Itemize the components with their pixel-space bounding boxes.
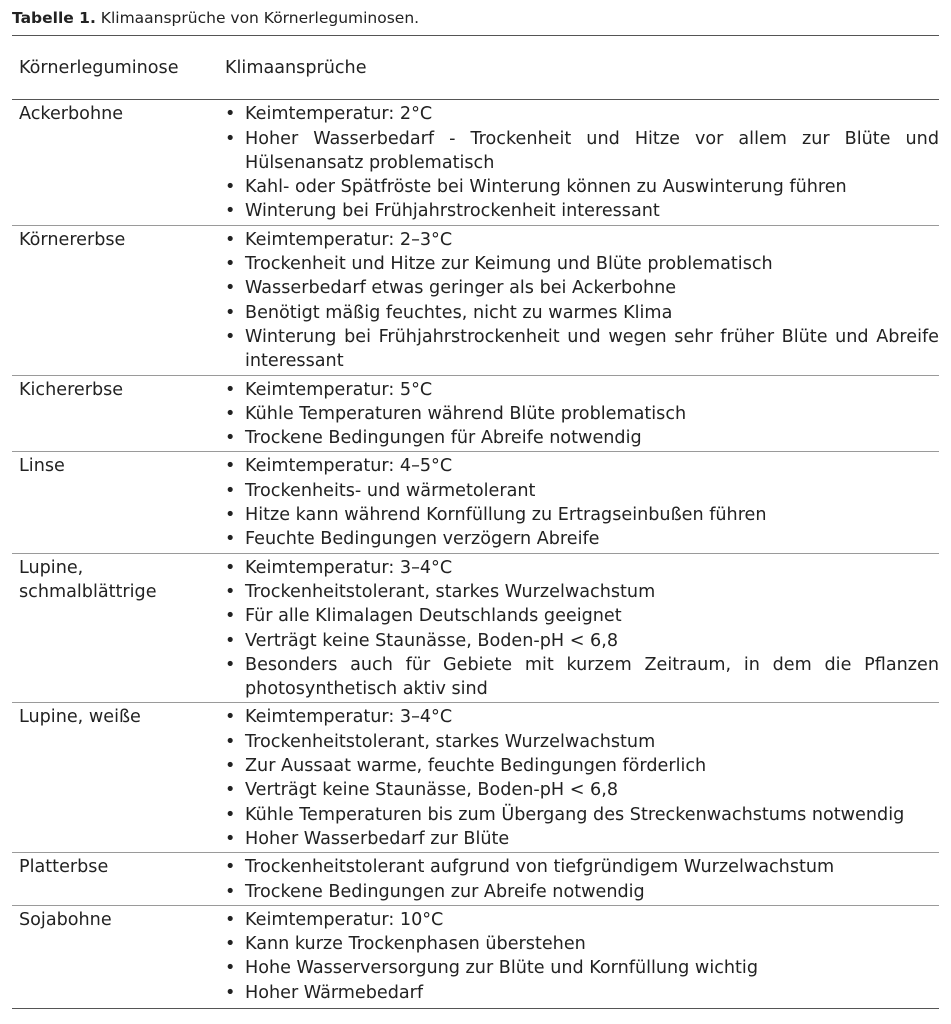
table-row — [12, 905, 939, 1008]
crop-name: Lupine, schmalblättrige — [12, 553, 218, 703]
table-row — [12, 703, 939, 853]
table-row — [12, 553, 939, 703]
requirement-item: • Keimtemperatur: 3–4°C — [225, 556, 939, 580]
requirement-item: • Trockenheitstolerant, starkes Wurzelwachstum — [225, 730, 939, 754]
requirement-item: • Besonders auch für Gebiete mit kurzem Zeitraum, in dem die Pflanzen photosynthetisch aktiv sind — [225, 653, 939, 702]
requirement-item: • Keimtemperatur: 2–3°C — [225, 228, 939, 252]
requirement-item: • Für alle Klimalagen Deutschlands geeignet — [225, 604, 939, 628]
caption-label: Tabelle 1. — [12, 9, 96, 27]
requirement-item: • Keimtemperatur: 5°C — [225, 378, 939, 402]
requirements-list — [225, 102, 939, 223]
requirements-cell — [218, 375, 939, 452]
requirements-list — [225, 556, 939, 702]
caption-text: Klimaansprüche von Körnerleguminosen. — [95, 9, 420, 27]
requirements-list — [225, 454, 939, 551]
requirement-item: • Hoher Wasserbedarf - Trockenheit und Hitze vor allem zur Blüte und Hülsenansatz problematisch — [225, 127, 939, 176]
requirement-item: • Feuchte Bedingungen verzögern Abreife — [225, 527, 939, 551]
requirement-item: • Hoher Wärmebedarf — [225, 981, 939, 1005]
table-body — [12, 100, 939, 1009]
requirements-cell — [218, 553, 939, 703]
requirement-item: • Hoher Wasserbedarf zur Blüte — [225, 827, 939, 851]
requirements-cell — [218, 100, 939, 225]
requirement-item: • Hohe Wasserversorgung zur Blüte und Kornfüllung wichtig — [225, 956, 939, 980]
table-header — [12, 36, 939, 100]
crop-name: Platterbse — [12, 853, 218, 906]
requirement-item: • Keimtemperatur: 3–4°C — [225, 705, 939, 729]
requirements-list — [225, 228, 939, 374]
requirement-item: • Trockenheits- und wärmetolerant — [225, 479, 939, 503]
table-row — [12, 375, 939, 452]
requirement-item: • Trockenheit und Hitze zur Keimung und Blüte problematisch — [225, 252, 939, 276]
crop-name: Ackerbohne — [12, 100, 218, 225]
crop-name: Linse — [12, 452, 218, 553]
crop-name: Sojabohne — [12, 905, 218, 1008]
requirement-item: • Trockene Bedingungen zur Abreife notwendig — [225, 880, 939, 904]
requirement-item: • Kahl- oder Spätfröste bei Winterung können zu Auswinterung führen — [225, 175, 939, 199]
requirement-item: • Keimtemperatur: 2°C — [225, 102, 939, 126]
requirement-item: • Trockenheitstolerant aufgrund von tiefgründigem Wurzelwachstum — [225, 855, 939, 879]
table-caption — [12, 8, 419, 28]
requirements-list — [225, 378, 939, 451]
header-requirements: Klimaansprüche — [218, 36, 939, 100]
requirement-item: • Benötigt mäßig feuchtes, nicht zu warmes Klima — [225, 301, 939, 325]
requirement-item: • Winterung bei Frühjahrstrockenheit und wegen sehr früher Blüte und Abreife interessant — [225, 325, 939, 374]
crop-name: Kichererbse — [12, 375, 218, 452]
header-crop: Körnerleguminose — [12, 36, 218, 100]
climate-requirements-table — [12, 35, 939, 1009]
requirements-cell — [218, 225, 939, 375]
requirements-cell — [218, 905, 939, 1008]
requirement-item: • Zur Aussaat warme, feuchte Bedingungen förderlich — [225, 754, 939, 778]
requirement-item: • Trockene Bedingungen für Abreife notwendig — [225, 426, 939, 450]
requirement-item: • Keimtemperatur: 4–5°C — [225, 454, 939, 478]
table-row — [12, 853, 939, 906]
requirements-list — [225, 908, 939, 1005]
requirement-item: • Kann kurze Trockenphasen überstehen — [225, 932, 939, 956]
requirement-item: • Trockenheitstolerant, starkes Wurzelwachstum — [225, 580, 939, 604]
requirements-cell — [218, 703, 939, 853]
requirement-item: • Keimtemperatur: 10°C — [225, 908, 939, 932]
requirements-list — [225, 855, 939, 904]
requirement-item: • Kühle Temperaturen bis zum Übergang des Streckenwachstums notwendig — [225, 803, 939, 827]
requirement-item: • Wasserbedarf etwas geringer als bei Ackerbohne — [225, 276, 939, 300]
requirement-item: • Verträgt keine Staunässe, Boden-pH < 6,8 — [225, 778, 939, 802]
requirements-cell — [218, 452, 939, 553]
requirements-cell — [218, 853, 939, 906]
requirement-item: • Hitze kann während Kornfüllung zu Ertragseinbußen führen — [225, 503, 939, 527]
table-row — [12, 225, 939, 375]
requirement-item: • Verträgt keine Staunässe, Boden-pH < 6,8 — [225, 629, 939, 653]
crop-name: Lupine, weiße — [12, 703, 218, 853]
crop-name: Körnererbse — [12, 225, 218, 375]
table-row — [12, 452, 939, 553]
table-row — [12, 100, 939, 225]
requirement-item: • Kühle Temperaturen während Blüte problematisch — [225, 402, 939, 426]
header-row — [12, 36, 939, 100]
requirement-item: • Winterung bei Frühjahrstrockenheit interessant — [225, 199, 939, 223]
requirements-list — [225, 705, 939, 851]
